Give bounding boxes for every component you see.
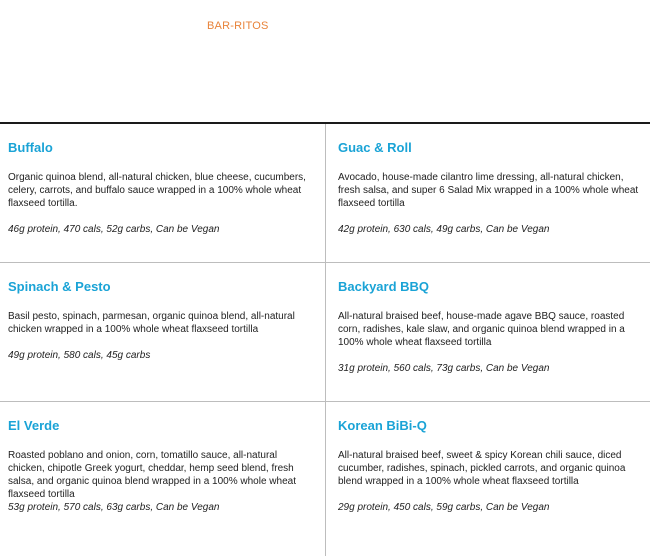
item-name: Guac & Roll (338, 140, 412, 155)
item-description: All-natural braised beef, house-made agave BBQ sauce, roasted corn, radishes, kale slaw, and organic quinoa blend wrapped in a 100% whole wheat flaxseed tortilla (338, 311, 625, 348)
item-name: El Verde (8, 418, 60, 433)
menu-item-korean-bibi-q (325, 402, 650, 556)
item-name: Backyard BBQ (338, 279, 430, 294)
menu-item-buffalo (0, 124, 325, 263)
item-nutrition: 31g protein, 560 cals, 73g carbs, Can be Vegan (338, 363, 550, 374)
item-name: Spinach & Pesto (8, 279, 111, 294)
item-description: Avocado, house-made cilantro lime dressing, all-natural chicken, fresh salsa, and super 6 Salad Mix wrapped in a 100% whole wheat flaxseed tortilla (338, 172, 639, 209)
item-description: Basil pesto, spinach, parmesan, organic quinoa blend, all-natural chicken wrapped in a 100% whole wheat flaxseed tortilla (8, 311, 295, 335)
item-description: Roasted poblano and onion, corn, tomatillo sauce, all-natural chicken, chipotle Greek yogurt, cheddar, hemp seed blend, fresh salsa, and organic quinoa blend wrapped in a 100% whole wheat flaxseed tortilla (8, 450, 296, 500)
item-nutrition: 42g protein, 630 cals, 49g carbs, Can be Vegan (338, 224, 550, 235)
header (0, 0, 650, 122)
menu-grid (0, 124, 650, 556)
item-nutrition: 53g protein, 570 cals, 63g carbs, Can be Vegan (8, 502, 220, 513)
item-name: Buffalo (8, 140, 53, 155)
item-description: Organic quinoa blend, all-natural chicken, blue cheese, cucumbers, celery, carrots, and buffalo sauce wrapped in a 100% whole wheat flaxseed tortilla. (8, 172, 306, 209)
item-nutrition: 49g protein, 580 cals, 45g carbs (8, 350, 151, 361)
menu-item-spinach-pesto (0, 263, 325, 402)
menu-item-backyard-bbq (325, 263, 650, 402)
item-name: Korean BiBi-Q (338, 418, 427, 433)
item-nutrition: 46g protein, 470 cals, 52g carbs, Can be Vegan (8, 224, 220, 235)
menu-item-guac-roll (325, 124, 650, 263)
section-title: BAR-RITOS (207, 20, 269, 32)
item-nutrition: 29g protein, 450 cals, 59g carbs, Can be Vegan (338, 502, 550, 513)
menu-item-el-verde (0, 402, 325, 556)
item-description: All-natural braised beef, sweet & spicy Korean chili sauce, diced cucumber, radishes, spinach, pickled carrots, and organic quinoa blend wrapped in a 100% whole wheat flaxseed tortilla (338, 450, 626, 487)
